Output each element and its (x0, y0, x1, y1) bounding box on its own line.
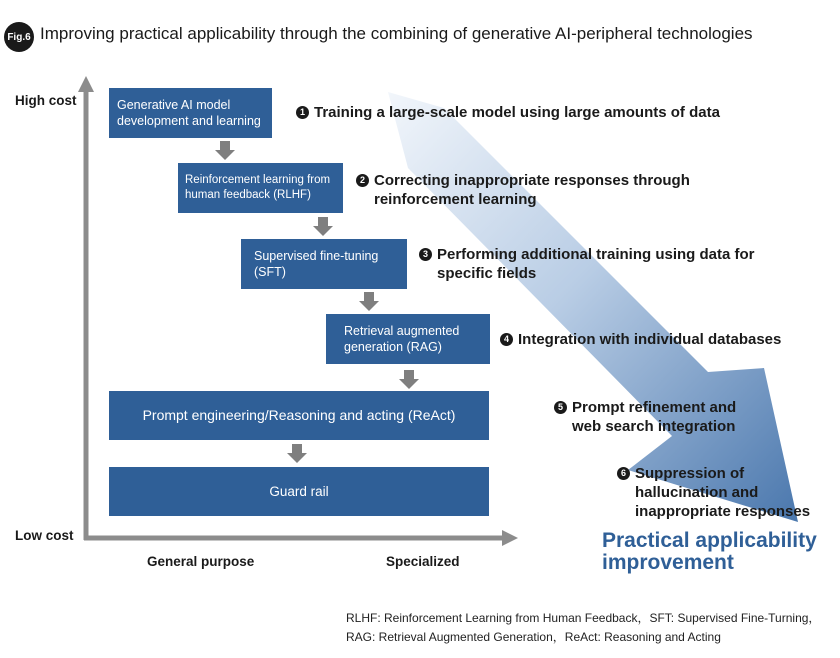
x-axis-left-label: General purpose (147, 554, 255, 569)
step-4-number: 4 (500, 333, 513, 346)
footnote-line-2: RAG: Retrieval Augmented Generation，ReAct: Reasoning and Acting (346, 630, 721, 644)
box-rag (326, 314, 490, 364)
box-rlhf-label: Reinforcement learning from human feedback (RLHF) (185, 174, 331, 201)
step-6-text: Suppression of hallucination and inappropriate responses (635, 465, 811, 520)
step-5-number: 5 (554, 401, 567, 414)
step-3 (419, 246, 755, 284)
x-axis-arrowhead (502, 530, 518, 546)
figure-title: Improving practical applicability through the combining of generative AI-peripheral technologies (40, 24, 753, 43)
down-arrow-3 (359, 292, 379, 311)
step-6 (617, 465, 810, 521)
down-arrow-4 (399, 370, 419, 389)
step-2-number: 2 (356, 174, 369, 187)
box-prompt-engineering-label: Prompt engineering/Reasoning and acting (ReAct) (142, 407, 456, 424)
step-6-number: 6 (617, 467, 630, 480)
down-arrow-1 (215, 141, 235, 160)
box-guard-rail (109, 467, 489, 516)
box-rlhf (178, 163, 343, 213)
box-rag-label: Retrieval augmented generation (RAG) (344, 323, 460, 354)
box-generative-ai-model-label: Generative AI model development and learning (117, 97, 261, 128)
footnote-line-1: RLHF: Reinforcement Learning from Human Feedback，SFT: Supervised Fine-Turning， (346, 611, 821, 625)
step-5 (554, 399, 736, 437)
step-4-text: Integration with individual databases (518, 331, 782, 348)
box-sft (241, 239, 407, 289)
step-2-text: Correcting inappropriate responses through reinforcement learning (374, 172, 690, 208)
down-arrow-2 (313, 217, 333, 236)
step-2 (356, 172, 690, 210)
x-axis-right-label: Specialized (386, 554, 460, 569)
y-axis-high-label: High cost (15, 93, 77, 108)
y-axis-arrowhead (78, 76, 94, 92)
step-5-text: Prompt refinement and web search integration (572, 399, 737, 435)
step-1-number: 1 (296, 106, 309, 119)
box-guard-rail-label: Guard rail (269, 483, 329, 499)
box-prompt-engineering (109, 391, 489, 440)
box-sft-label: Supervised fine-tuning (SFT) (254, 248, 379, 279)
y-axis-low-label: Low cost (15, 528, 74, 543)
down-arrow-5 (287, 444, 307, 463)
step-3-text: Performing additional training using data for specific fields (437, 246, 755, 282)
step-4 (500, 331, 781, 350)
applicability-arrow (388, 92, 798, 522)
step-1 (296, 104, 720, 123)
result-label: Practical applicability improvement (602, 529, 817, 575)
step-1-text: Training a large-scale model using large amounts of data (314, 104, 720, 121)
box-generative-ai-model (109, 88, 272, 138)
figure-badge: Fig.6 (4, 22, 34, 52)
step-3-number: 3 (419, 248, 432, 261)
